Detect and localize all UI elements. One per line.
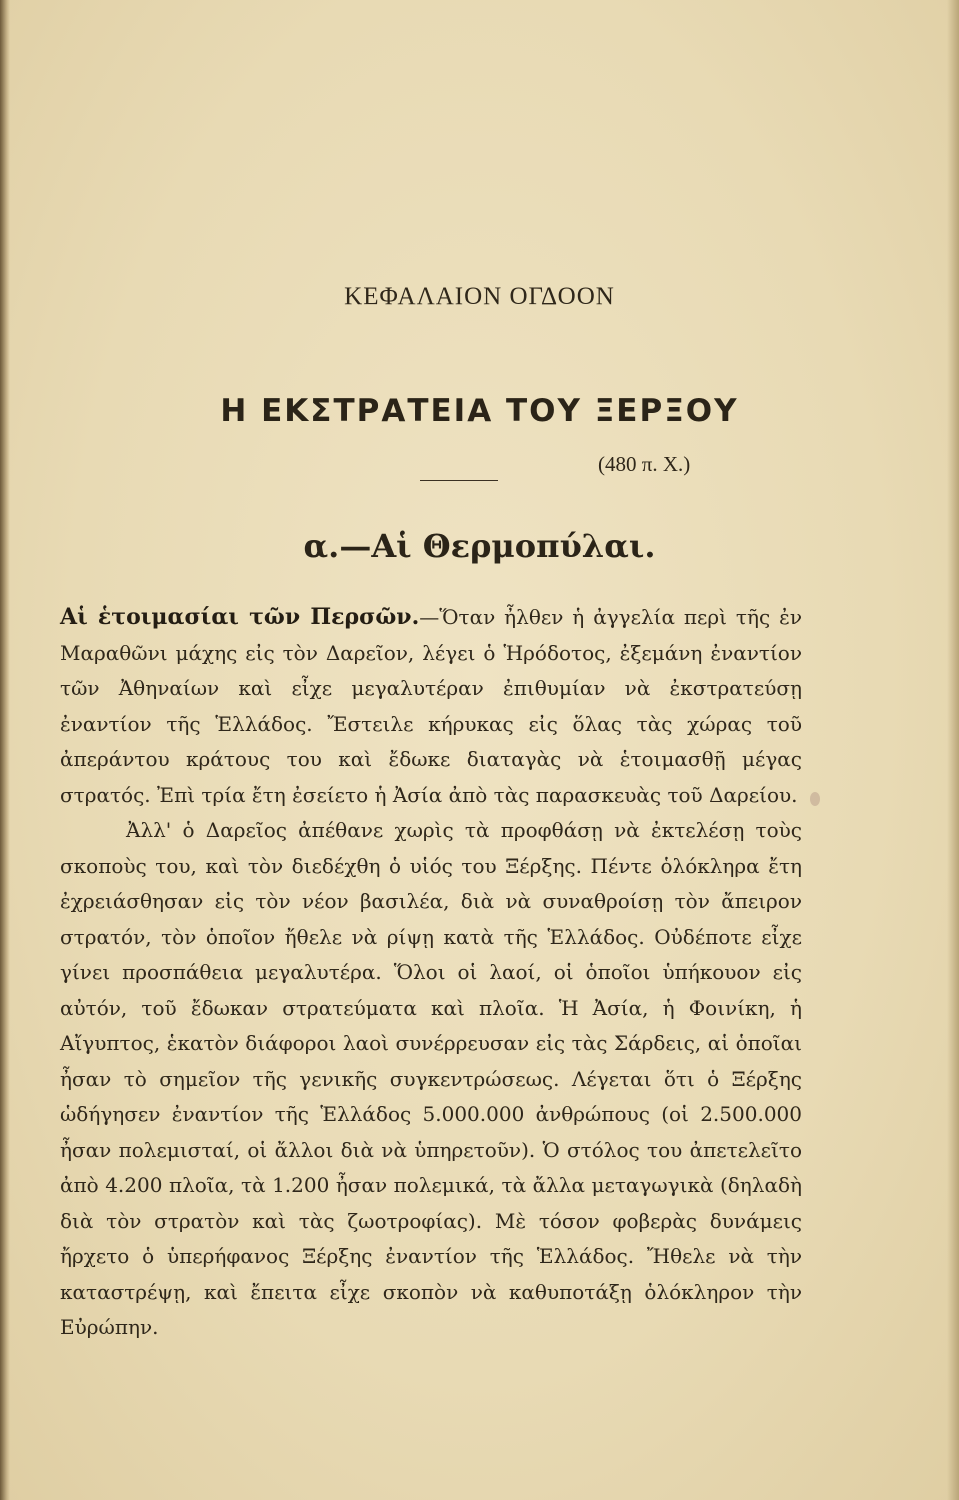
chapter-title: Η ΕΚΣΤΡΑΤΕΙΑ ΤΟΥ ΞΕΡΞΟΥ — [220, 393, 739, 429]
paragraph-2: Ἀλλ' ὁ Δαρεῖος ἀπέθανε χωρὶς τὰ προφθάσῃ νὰ ἐκτελέσῃ τοὺς σκοποὺς του, καὶ τὸν διεδέχθη ὁ υἱός του Ξέρξης. Πέντε ὁλόκληρα ἔτη ἐχρειάσθησαν εἰς τὸν νέον βασιλέα, διὰ νὰ συναθροίσῃ τὸν ἄπειρον στρατόν, τὸν ὁποῖον ἤθελε νὰ ρίψῃ κατὰ τῆς Ἑλλάδος. Οὐδέποτε εἶχε γίνει προσπάθεια μεγαλυτέρα. Ὅλοι οἱ λαοί, οἱ ὁποῖοι ὑπήκουον εἰς αὐτόν, τοῦ ἔδωκαν στρατεύματα καὶ πλοῖα. Ἡ Ἀσία, ἡ Φοινίκη, ἡ Αἴγυπτος, ἑκατὸν διάφοροι λαοὶ συνέρρευσαν εἰς τὰς Σάρδεις, αἱ ὁποῖαι ἦσαν τὸ σημεῖον τῆς γενικῆς συγκεντρώσεως. Λέγεται ὅτι ὁ Ξέρξης ὡδήγησεν ἐναντίον τῆς Ἑλλάδος 5.000.000 ἀνθρώπους (οἱ 2.500.000 ἦσαν πολεμισταί, οἱ ἄλλοι διὰ νὰ ὑπηρετοῦν). Ὁ στόλος του ἀπετελεῖτο ἀπὸ 4.200 πλοῖα, τὰ 1.200 ἦσαν πολεμικά, τὰ ἄλλα μεταγωγικὰ (δηλαδὴ διὰ τὸν στρατὸν καὶ τὰς ζωοτροφίας). Μὲ τόσον φοβερὰς δυνάμεις ἤρχετο ὁ ὑπερήφανος Ξέρξης ἐναντίον τῆς Ἑλλάδος. Ἤθελε νὰ τὴν καταστρέψῃ, καὶ ἔπειτα εἶχε σκοπὸν νὰ καθυποτάξῃ ὁλόκληρον τὴν Εὐρώπην. — [60, 818, 802, 1339]
paragraph-lead: Αἱ ἑτοιμασίαι τῶν Περσῶν. — [60, 604, 420, 630]
section-heading: α.—Αἱ Θερμοπύλαι. — [303, 527, 656, 565]
page-outer-edge — [947, 0, 959, 1500]
body-text — [60, 600, 802, 1346]
page-binding-edge — [0, 0, 10, 1500]
paper-stain — [810, 792, 820, 806]
title-rule — [420, 480, 498, 481]
date-label: (480 π. Χ.) — [598, 452, 691, 476]
paragraph-1-text: —Ὅταν ἦλθεν ἡ ἀγγελία περὶ τῆς ἐν Μαραθῶνι μάχης εἰς τὸν Δαρεῖον, λέγει ὁ Ἡρόδοτος, ἐξεμάνη ἐναντίον τῶν Ἀθηναίων καὶ εἶχε μεγαλυτέραν ἐπιθυμίαν νὰ ἐκστρατεύσῃ ἐναντίον τῆς Ἑλλάδος. Ἔστειλε κήρυκας εἰς ὅλας τὰς χώρας τοῦ ἀπεράντου κράτους του καὶ ἔδωκε διαταγὰς νὰ ἑτοιμασθῇ μέγας στρατός. Ἐπὶ τρία ἔτη ἐσείετο ἡ Ἀσία ἀπὸ τὰς παρασκευὰς τοῦ Δαρείου. — [60, 605, 802, 807]
paragraph-1 — [60, 600, 802, 813]
chapter-heading: ΚΕΦΑΛΑΙΟΝ ΟΓΔΟΟΝ — [344, 283, 615, 310]
